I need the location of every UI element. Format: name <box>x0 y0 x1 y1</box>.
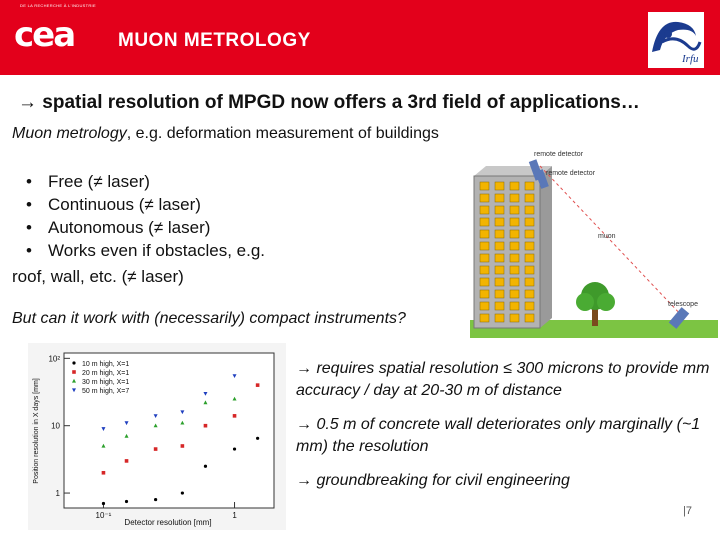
building-window <box>495 254 504 262</box>
building-window <box>480 230 489 238</box>
building-window <box>495 194 504 202</box>
building-window <box>525 278 534 286</box>
building-window <box>495 218 504 226</box>
building-window <box>510 290 519 298</box>
y-tick-label: 1 <box>55 489 60 499</box>
building-window <box>495 314 504 322</box>
data-point <box>204 465 207 468</box>
data-point <box>204 424 208 428</box>
building-window <box>525 194 534 202</box>
building-illustration <box>470 148 718 338</box>
org-tagline: DE LA RECHERCHE À L'INDUSTRIE <box>20 3 96 8</box>
intro-rest: , e.g. deformation measurement of buildings <box>126 125 439 142</box>
tree-icon <box>576 282 615 326</box>
data-point <box>233 447 236 450</box>
key-point: → 0.5 m of concrete wall deteriorates only marginally (~1 mm) the resolution <box>296 416 701 455</box>
building-window <box>525 266 534 274</box>
building-window <box>525 242 534 250</box>
advantages-list <box>26 170 265 262</box>
x-axis-label: Detector resolution [mm] <box>124 518 212 527</box>
building-window <box>495 278 504 286</box>
data-point <box>181 491 184 494</box>
headline: → spatial resolution of MPGD now offers a 3rd field of applications… <box>18 92 640 113</box>
building-window <box>510 218 519 226</box>
building-window <box>480 182 489 190</box>
building-window <box>495 182 504 190</box>
legend-label: 10 m high, X=1 <box>82 361 130 368</box>
data-point <box>125 459 129 463</box>
data-point <box>256 437 259 440</box>
legend-label: 30 m high, X=1 <box>82 379 130 386</box>
building-window <box>480 218 489 226</box>
key-point: → requires spatial resolution ≤ 300 microns to provide mm accuracy / day at 20-30 m of distance <box>296 360 710 399</box>
building-window <box>510 254 519 262</box>
cea-logo: cea <box>14 15 75 55</box>
data-point <box>256 383 260 387</box>
building-window <box>525 290 534 298</box>
building-window <box>525 314 534 322</box>
remote-detector-label-2: remote detector <box>546 170 596 177</box>
chart-svg <box>28 343 286 530</box>
legend-label: 50 m high, X=7 <box>82 388 130 395</box>
key-point: → groundbreaking for civil engineering <box>296 472 570 489</box>
y-tick-label: 10 <box>51 421 60 431</box>
y-axis-label: Position resolution in X days [mm] <box>33 378 40 484</box>
building-window <box>510 302 519 310</box>
building-window <box>510 278 519 286</box>
data-point <box>125 500 128 503</box>
building-window <box>495 230 504 238</box>
building-window <box>510 206 519 214</box>
building-window <box>525 230 534 238</box>
building-window <box>525 182 534 190</box>
building-window <box>525 254 534 262</box>
building-window <box>510 230 519 238</box>
building-window <box>480 206 489 214</box>
resolution-chart <box>28 343 286 530</box>
header-bar <box>0 0 720 75</box>
building-window <box>480 242 489 250</box>
data-point <box>102 471 106 475</box>
building-window <box>480 290 489 298</box>
data-point <box>233 414 237 418</box>
list-item: • Free (≠ laser) <box>26 170 265 193</box>
data-point <box>154 447 158 451</box>
building-window <box>525 302 534 310</box>
list-item-wrap: roof, wall, etc. (≠ laser) <box>12 267 184 286</box>
data-point <box>102 502 105 505</box>
muon-path <box>540 166 684 318</box>
building-window <box>495 206 504 214</box>
intro-italic: Muon metrology <box>12 125 127 142</box>
data-point <box>154 498 157 501</box>
muon-label: muon <box>598 233 616 240</box>
list-item: • Autonomous (≠ laser) <box>26 216 265 239</box>
building-window <box>495 242 504 250</box>
building-window <box>480 314 489 322</box>
legend-label: 20 m high, X=1 <box>82 370 130 377</box>
intro-line <box>12 125 439 143</box>
building-window <box>525 218 534 226</box>
irfu-logo-icon <box>648 12 704 68</box>
key-points <box>296 358 716 504</box>
remote-detector-label-1: remote detector <box>534 151 584 158</box>
building-window <box>510 314 519 322</box>
page-number: |7 <box>683 505 692 517</box>
legend-marker <box>72 361 75 364</box>
y-tick-label: 10² <box>48 354 60 364</box>
building-window <box>495 266 504 274</box>
building-window <box>480 278 489 286</box>
list-item: • Works even if obstacles, e.g. <box>26 239 265 262</box>
building-side <box>540 166 552 328</box>
slide-title: MUON METROLOGY <box>118 30 311 51</box>
building-window <box>480 194 489 202</box>
building-window <box>495 290 504 298</box>
x-tick-label: 1 <box>232 511 237 520</box>
building-window <box>480 266 489 274</box>
building-window <box>480 254 489 262</box>
question-line: But can it work with (necessarily) compact instruments? <box>12 310 406 327</box>
building-window <box>510 182 519 190</box>
building-window <box>480 302 489 310</box>
building-window <box>525 206 534 214</box>
irfu-logo <box>648 12 704 68</box>
legend-marker <box>72 370 76 374</box>
building-window <box>510 194 519 202</box>
data-point <box>181 444 185 448</box>
building-window <box>495 302 504 310</box>
list-item: • Continuous (≠ laser) <box>26 193 265 216</box>
irfu-logo-text: Irfu <box>682 53 699 65</box>
x-tick-label: 10⁻¹ <box>95 511 112 520</box>
building-window <box>510 242 519 250</box>
telescope-label: telescope <box>668 301 698 308</box>
building-window <box>510 266 519 274</box>
